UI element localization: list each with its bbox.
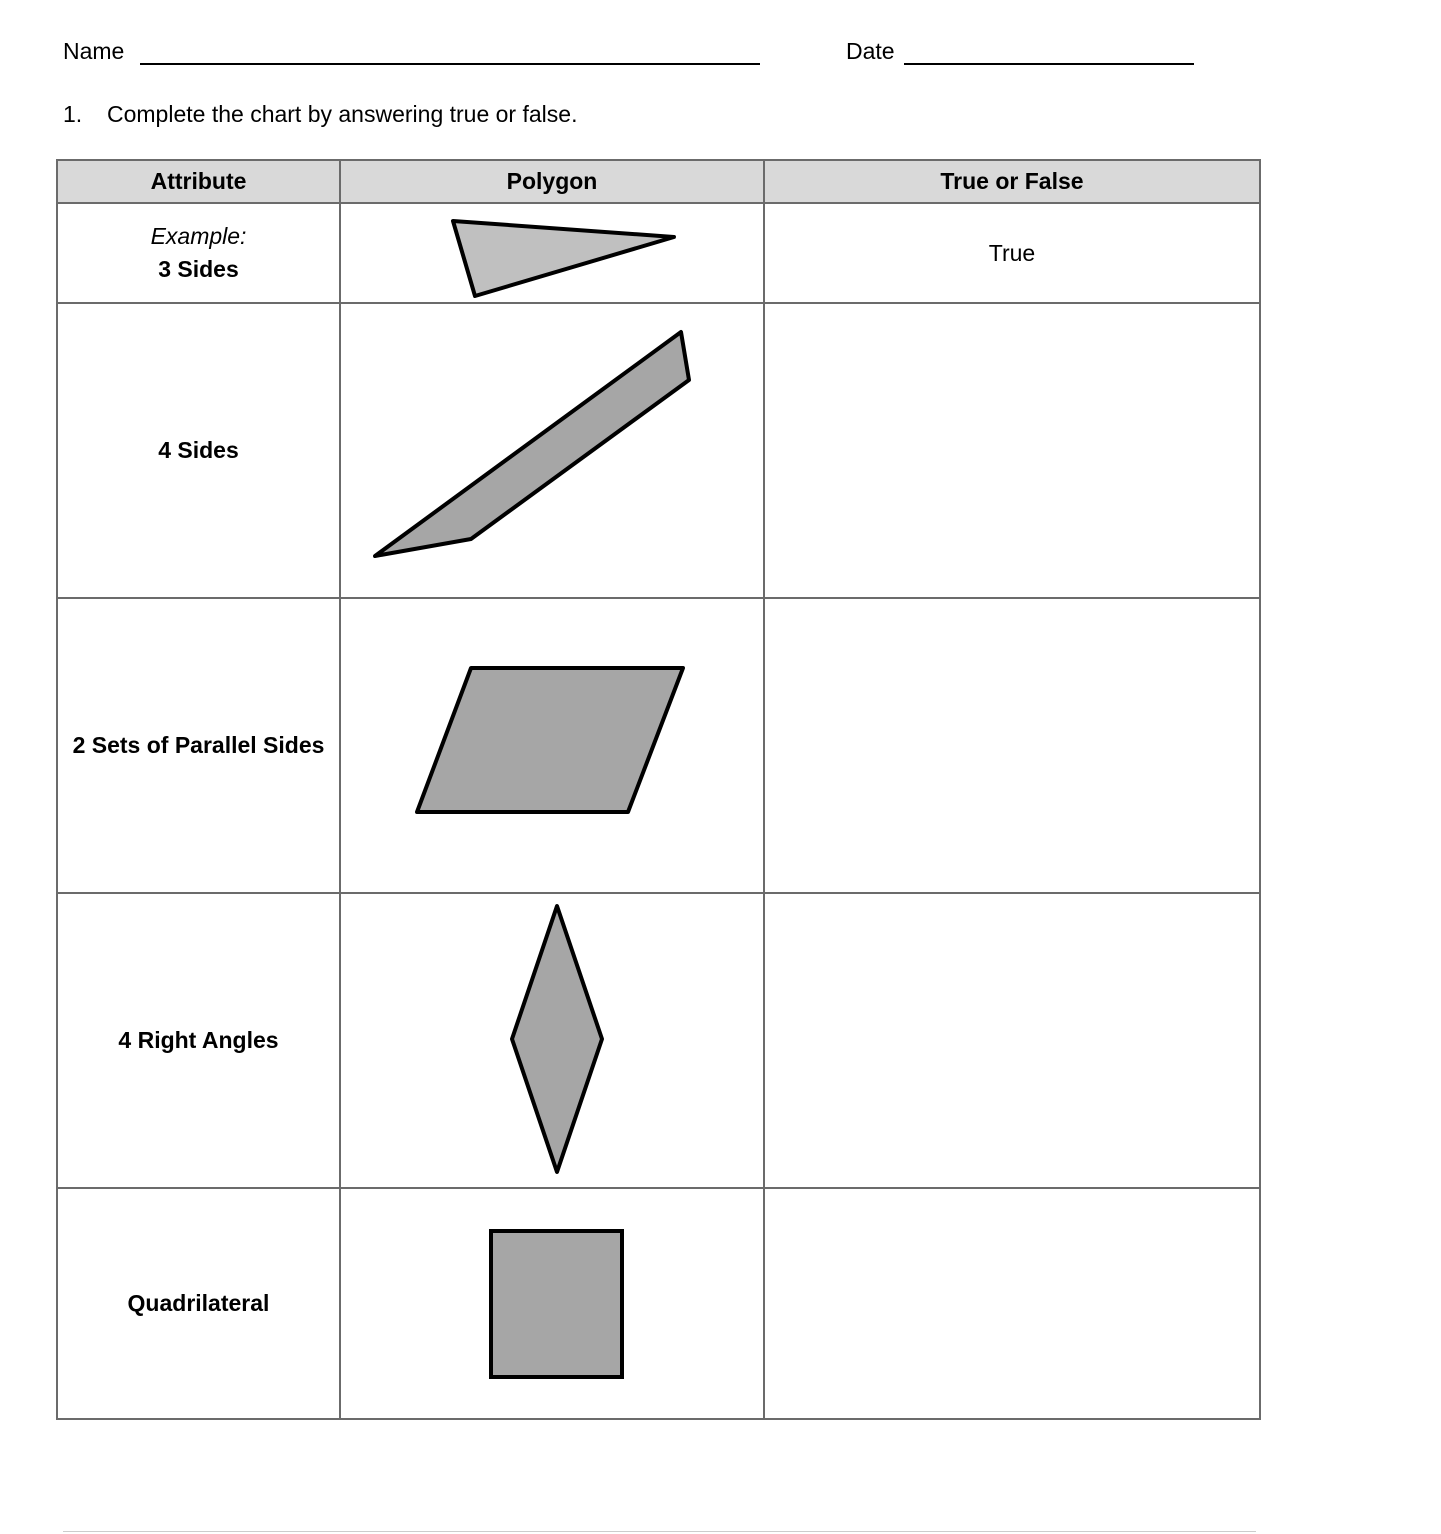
attribute-cell (57, 598, 340, 893)
attribute-label: 4 Right Angles (118, 1027, 279, 1053)
date-input-line[interactable] (904, 63, 1194, 65)
question-number: 1. (63, 101, 83, 127)
triangle-shape (341, 204, 765, 302)
polygon-cell (340, 203, 764, 303)
answer-cell[interactable] (764, 598, 1260, 893)
date-label: Date (846, 38, 895, 64)
column-header-polygon: Polygon (340, 160, 764, 203)
answer-cell[interactable]: True (764, 203, 1260, 303)
attribute-cell (57, 203, 340, 303)
question-text: Complete the chart by answering true or false. (107, 101, 578, 127)
table-row (57, 203, 1260, 303)
attribute-label: 4 Sides (158, 437, 239, 463)
attribute-label: 3 Sides (158, 256, 239, 282)
question-prompt (63, 101, 577, 128)
attribute-cell (57, 893, 340, 1188)
table-row (57, 893, 1260, 1188)
polygon-cell (340, 893, 764, 1188)
table-row (57, 598, 1260, 893)
column-header-attribute: Attribute (57, 160, 340, 203)
parallelogram-shape (341, 599, 765, 892)
table-row (57, 303, 1260, 598)
square-shape (341, 1189, 765, 1418)
answer-cell[interactable] (764, 1188, 1260, 1419)
name-input-line[interactable] (140, 63, 760, 65)
answer-cell[interactable] (764, 893, 1260, 1188)
column-header-true-false: True or False (764, 160, 1260, 203)
polygon-cell (340, 303, 764, 598)
attribute-cell (57, 1188, 340, 1419)
footer-divider (63, 1531, 1256, 1532)
name-label: Name (63, 38, 125, 64)
table-header-row (57, 160, 1260, 203)
table-row (57, 1188, 1260, 1419)
attribute-chart (56, 159, 1261, 1420)
attribute-cell (57, 303, 340, 598)
attribute-label: 2 Sets of Parallel Sides (72, 732, 325, 758)
rhombus-shape (341, 894, 765, 1187)
thin-quadrilateral-shape (341, 304, 765, 597)
answer-cell[interactable] (764, 303, 1260, 598)
example-label: Example: (150, 223, 247, 249)
polygon-cell (340, 1188, 764, 1419)
attribute-label: Quadrilateral (127, 1290, 270, 1316)
polygon-cell (340, 598, 764, 893)
